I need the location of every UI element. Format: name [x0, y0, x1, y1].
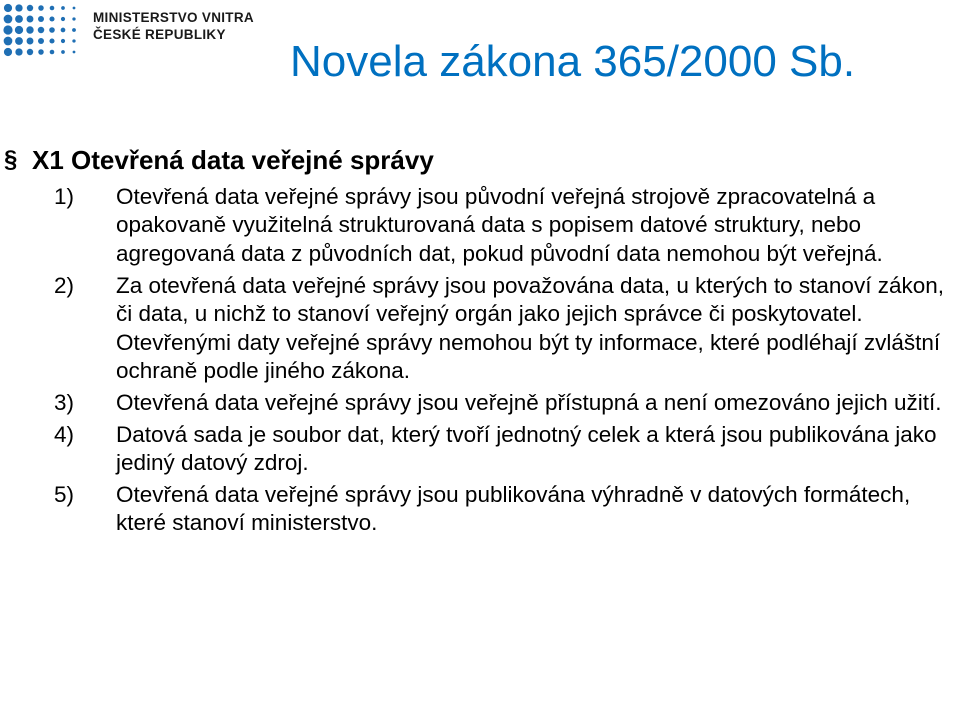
logo-dot — [38, 16, 44, 22]
logo-dot — [15, 15, 23, 23]
list-item-text: Otevřená data veřejné správy jsou původní veřejná strojově zpracovatelná a opakovaně využitelná strukturovaná data s popisem datové struktury, nebo agregovaná data z původních dat, pokud původní data nemohou být veřejná. — [116, 184, 883, 266]
logo-dot — [27, 16, 34, 23]
list-item-text: Za otevřená data veřejné správy jsou považována data, u kterých to stanoví zákon, či data, u nichž to stanoví veřejný orgán jako jejich správce či poskytovatel. Otevřenými daty veřejné správy nemohou být ty informace, které podléhají zvláštní ochraně podle jiného zákona. — [116, 272, 944, 383]
logo-dot — [61, 6, 65, 10]
logo-dot — [3, 25, 12, 34]
logo-dot — [72, 39, 75, 42]
list-item-2 — [4, 272, 944, 386]
logo-dot — [4, 48, 12, 56]
logo-dot — [50, 6, 55, 11]
section-bullet: § — [4, 146, 18, 173]
list-item-text: Otevřená data veřejné správy jsou publikována výhradně v datových formátech, které stanoví ministerstvo. — [116, 482, 911, 536]
list-item-3 — [4, 389, 944, 417]
list-item-text: Datová sada je soubor dat, který tvoří jednotný celek a která jsou publikována jako jediný datový zdroj. — [116, 421, 937, 476]
logo-dot — [4, 4, 12, 12]
list-item-number: 3) — [54, 389, 75, 415]
logo-dot — [15, 26, 23, 34]
logo-dot — [61, 50, 65, 54]
logo-line-2: ČESKÉ REPUBLIKY — [93, 27, 226, 42]
logo-dot — [72, 17, 75, 20]
list-item-number: 5) — [54, 482, 75, 508]
logo-dot — [4, 37, 13, 46]
logo-dot — [38, 49, 44, 55]
section-heading — [4, 144, 944, 176]
ministry-logo — [0, 0, 254, 64]
logo-dot — [4, 15, 13, 24]
logo-dot — [38, 38, 44, 44]
list-item-4 — [4, 421, 944, 478]
logo-dot — [49, 27, 55, 33]
logo-dot — [49, 38, 54, 43]
numbered-list — [4, 183, 944, 538]
logo-line-1: MINISTERSTVO VNITRA — [93, 10, 254, 25]
logo-dot — [26, 26, 33, 33]
list-item-number: 1) — [54, 184, 75, 209]
logo-dot — [61, 39, 65, 43]
logo-dot — [73, 51, 76, 54]
logo-dot — [15, 37, 23, 45]
logo-dot — [15, 48, 22, 55]
logo-dot — [27, 49, 33, 55]
logo-dot — [15, 4, 22, 11]
logo-dot — [27, 5, 33, 11]
logo-dot — [38, 27, 45, 34]
logo-text — [93, 9, 254, 43]
logo-dot — [72, 28, 76, 32]
logo-dots-icon — [2, 2, 84, 60]
list-item-number: 4) — [54, 421, 75, 447]
logo-dot — [49, 16, 54, 21]
list-item-text: Otevřená data veřejné správy jsou veřejně přístupná a není omezováno jejich užití. — [116, 389, 942, 415]
logo-dot — [27, 38, 34, 45]
content-section — [4, 144, 944, 541]
list-item-5 — [4, 481, 944, 538]
logo-dot — [61, 28, 66, 33]
logo-dot — [50, 50, 55, 55]
list-item-1 — [4, 183, 944, 268]
logo-dot — [38, 5, 44, 11]
section-heading-text: X1 Otevřená data veřejné správy — [32, 145, 434, 175]
logo-dot — [73, 7, 76, 10]
logo-dot — [61, 17, 65, 21]
page-title: Novela zákona 365/2000 Sb. — [290, 37, 856, 86]
list-item-number: 2) — [54, 272, 75, 298]
